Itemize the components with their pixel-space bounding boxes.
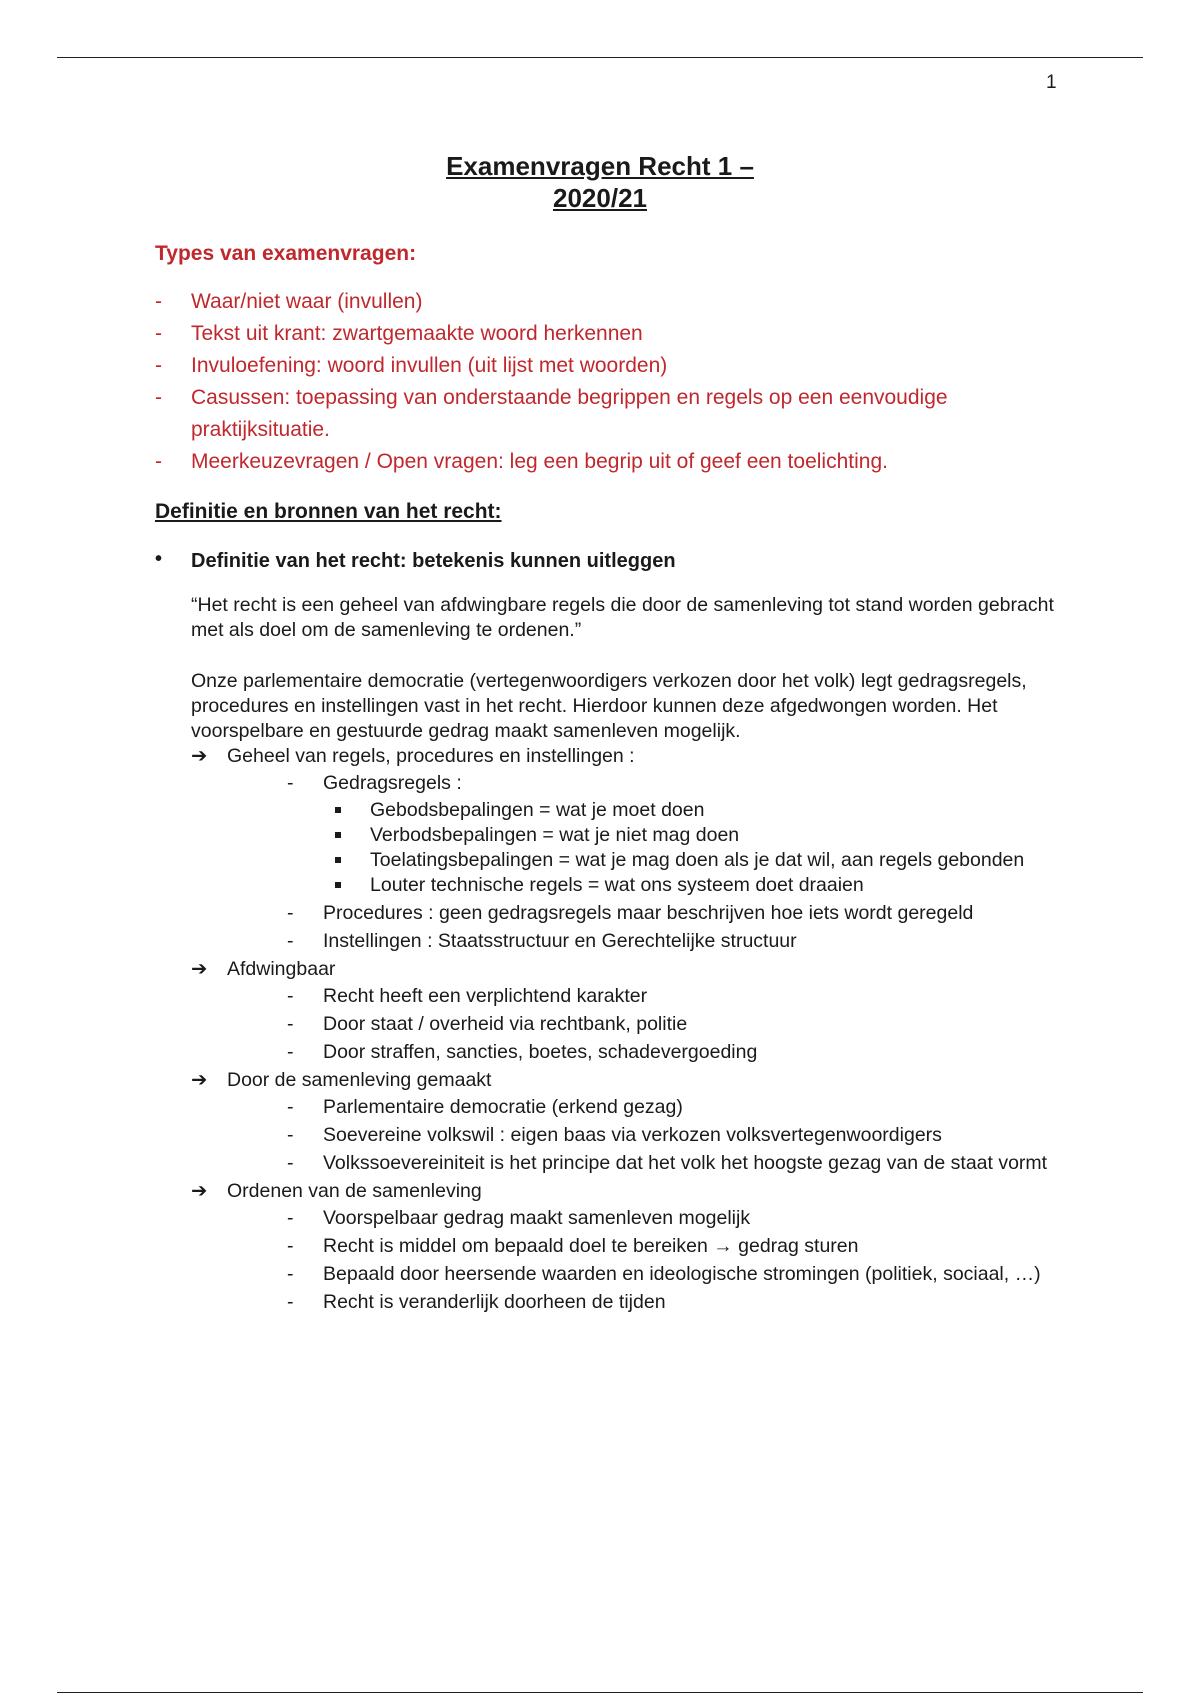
samenleving-list: [191, 1095, 1055, 1176]
point-samenleving: ➔ Door de samenleving gemaakt: [191, 1069, 492, 1091]
point-ordenen: ➔ Ordenen van de samenleving: [191, 1180, 482, 1202]
list-item: - Bepaald door heersende waarden en ideologische stromingen (politiek, sociaal, …): [287, 1263, 1041, 1285]
types-item: - Invuloefening: woord invullen (uit lijst met woorden): [155, 354, 668, 377]
list-item: - Recht heeft een verplichtend karakter: [287, 985, 648, 1007]
list-item: Louter technische regels = wat ons systeem doet draaien: [335, 873, 1055, 898]
types-heading: Types van examenvragen:: [155, 242, 417, 265]
bottom-rule: [57, 1692, 1143, 1693]
list-item: Verbodsbepalingen = wat je niet mag doen: [335, 823, 1055, 848]
ordenen-list: [191, 1206, 1055, 1315]
list-item: Gebodsbepalingen = wat je moet doen: [335, 798, 1055, 823]
afdwingbaar-list: [191, 984, 1055, 1065]
top-rule: [57, 57, 1143, 58]
list-item: - Voorspelbaar gedrag maakt samenleven mogelijk: [287, 1207, 751, 1229]
regels-list: [191, 771, 1055, 954]
types-item: - Meerkeuzevragen / Open vragen: leg een begrip uit of geef een toelichting.: [155, 450, 888, 473]
arrow-right-icon: ➔: [191, 745, 208, 767]
arrow-right-icon: ➔: [191, 1069, 208, 1091]
definition-paragraph: Onze parlementaire democratie (vertegenwoordigers verkozen door het volk) legt gedragsregels, procedures en instellingen vast in het recht. Hierdoor kunnen deze afgedwongen worden. Het voorspelbare en gestuurde gedrag maakt samenleven mogelijk.: [191, 670, 1027, 742]
list-item: - Instellingen : Staatsstructuur en Gerechtelijke structuur: [287, 930, 797, 952]
list-item: - Volkssoevereiniteit is het principe dat het volk het hoogste gezag van de staat vormt: [287, 1152, 1048, 1174]
bullet-icon: •: [155, 548, 163, 570]
square-bullet-icon: [335, 832, 341, 838]
types-item: - Tekst uit krant: zwartgemaakte woord herkennen: [155, 322, 643, 345]
definition-bullet: • Definitie van het recht: betekenis kunnen uitleggen: [155, 548, 676, 572]
page-number: 1: [1046, 72, 1057, 93]
section-heading: Definitie en bronnen van het recht:: [155, 500, 502, 523]
list-item: Toelatingsbepalingen = wat je mag doen als je dat wil, aan regels gebonden: [335, 848, 1055, 873]
list-item: - Procedures : geen gedragsregels maar beschrijven hoe iets wordt geregeld: [287, 902, 974, 924]
definition-body: [191, 593, 1055, 1315]
arrow-right-icon: ➔: [191, 1180, 208, 1202]
list-item: - Gedragsregels : Gebodsbepalingen = wat je moet doen Verbodsbepalingen = wat je niet mag doen Toelatingsbepalingen = wat je mag doen als je dat wil, aan regels gebonden Louter technische regels = wat ons systeem doet draaien: [287, 771, 1055, 898]
square-bullet-icon: [335, 882, 341, 888]
arrow-right-icon: ➔: [191, 958, 208, 980]
list-item: - Door staat / overheid via rechtbank, politie: [287, 1013, 688, 1035]
list-item: - Door straffen, sancties, boetes, schadevergoeding: [287, 1041, 758, 1063]
types-item: - Waar/niet waar (invullen): [155, 290, 423, 313]
gedragsregels-list: [323, 798, 1055, 898]
list-item: - Soevereine volkswil : eigen baas via verkozen volksvertegenwoordigers: [287, 1124, 942, 1146]
title-line-2: 2020/21: [553, 183, 647, 213]
list-item: - Parlementaire democratie (erkend gezag): [287, 1096, 683, 1118]
page-title: [145, 150, 1055, 214]
types-list: [155, 286, 1055, 478]
definition-quote: “Het recht is een geheel van afdwingbare regels die door de samenleving tot stand worden gebracht met als doel om de samenleving te ordenen.”: [191, 594, 1054, 641]
point-regels: ➔ Geheel van regels, procedures en instellingen :: [191, 745, 635, 767]
document-body: [155, 150, 1055, 1318]
point-afdwingbaar: ➔ Afdwingbaar: [191, 958, 336, 980]
square-bullet-icon: [335, 807, 341, 813]
title-line-1: Examenvragen Recht 1 –: [446, 151, 754, 181]
list-item: - Recht is veranderlijk doorheen de tijden: [287, 1291, 666, 1313]
types-item: - Casussen: toepassing van onderstaande begrippen en regels op een eenvoudige praktijksituatie.: [155, 386, 948, 441]
square-bullet-icon: [335, 857, 341, 863]
list-item: - Recht is middel om bepaald doel te bereiken → gedrag sturen: [287, 1235, 859, 1257]
